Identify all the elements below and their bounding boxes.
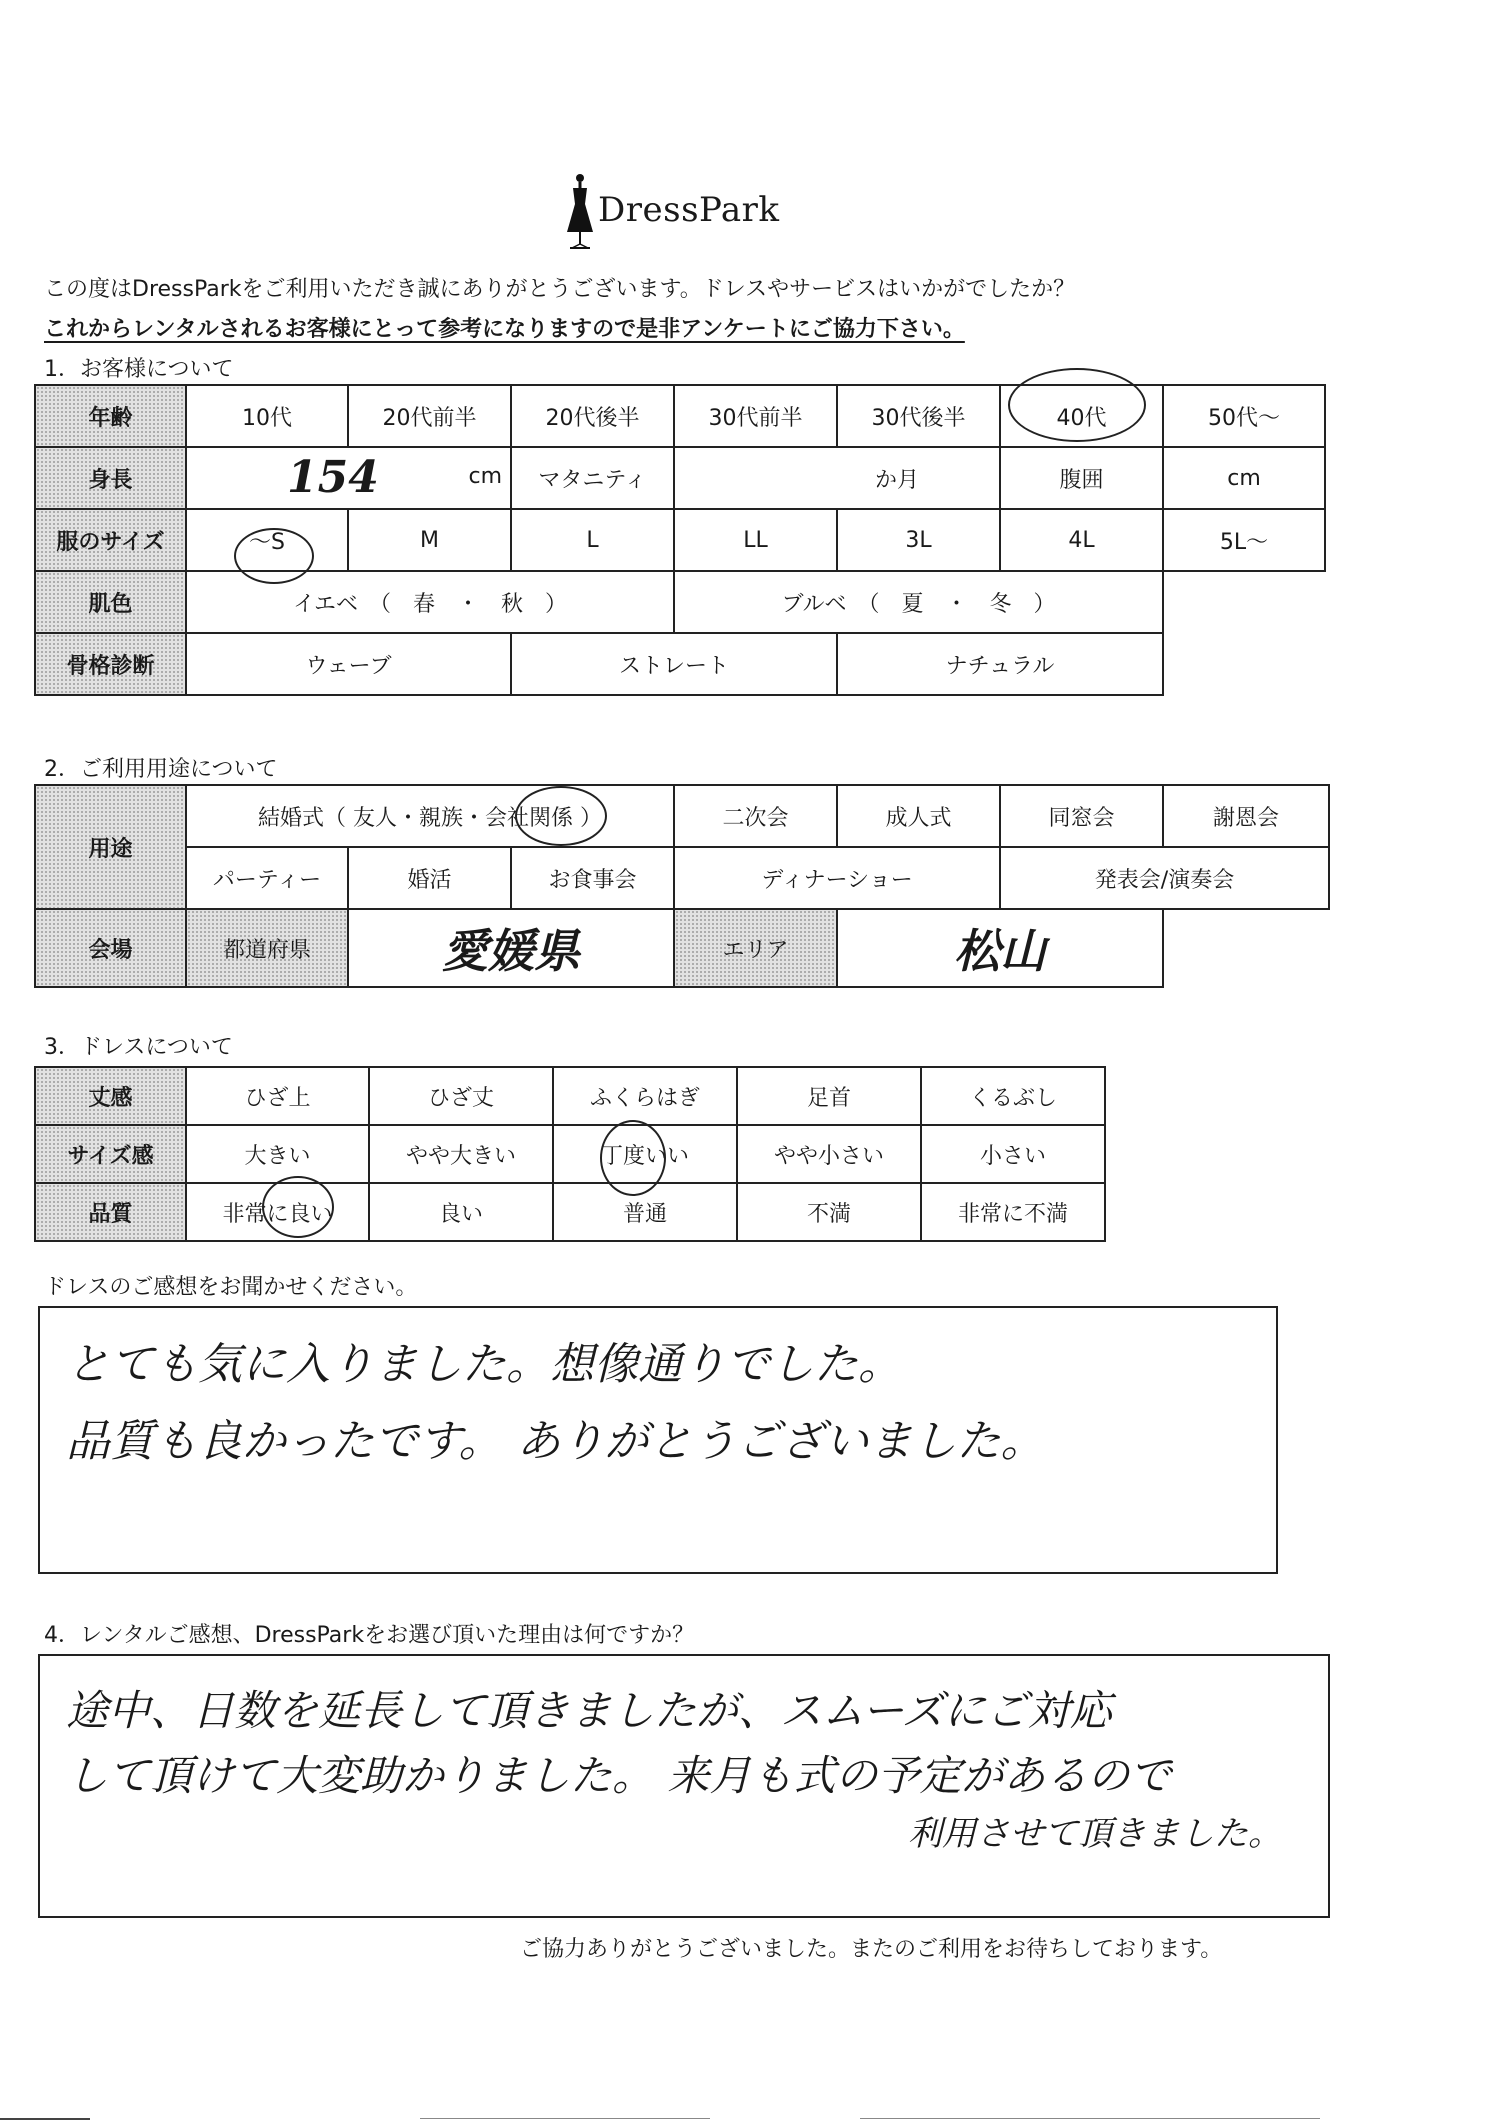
size-row bbox=[35, 509, 1325, 571]
height-row bbox=[35, 447, 1325, 509]
height-value: 154 bbox=[287, 452, 379, 503]
maternity-months[interactable]: か月 bbox=[674, 447, 1000, 509]
venue-empty bbox=[1163, 909, 1329, 987]
length-calf[interactable]: ふくらはぎ bbox=[553, 1067, 737, 1125]
scan-edge-mark bbox=[420, 2118, 710, 2119]
purpose-recital[interactable]: 発表会/演奏会 bbox=[1000, 847, 1329, 909]
size-option-4l[interactable]: 4L bbox=[1000, 509, 1163, 571]
length-anklebone[interactable]: くるぶし bbox=[921, 1067, 1105, 1125]
size-option-l[interactable]: L bbox=[511, 509, 674, 571]
venue-label: 会場 bbox=[35, 909, 186, 987]
size-option-ll[interactable]: LL bbox=[674, 509, 837, 571]
reason-line-2: して頂けて大変助かりました。 来月も式の予定があるので bbox=[66, 1751, 1172, 1801]
size-label: 服のサイズ bbox=[35, 509, 186, 571]
section1-title: 1．お客様について bbox=[44, 357, 234, 382]
scan-edge-mark bbox=[860, 2118, 1320, 2119]
section4-title: 4．レンタルご感想、DressParkをお選び頂いた理由は何ですか？ bbox=[44, 1623, 695, 1648]
prefecture-value[interactable]: 愛媛県 bbox=[348, 909, 674, 987]
impression-line-2: 品質も良かったです。 ありがとうございました。 bbox=[66, 1416, 1045, 1467]
purpose-wedding[interactable]: 結婚式（ 友人・親族・会社関係 ） bbox=[186, 785, 674, 847]
purpose-label: 用途 bbox=[35, 785, 186, 909]
purpose-row-1 bbox=[35, 785, 1329, 847]
purpose-row-2 bbox=[35, 847, 1329, 909]
fit-label: サイズ感 bbox=[35, 1125, 186, 1183]
quality-very-good[interactable]: 非常に良い bbox=[186, 1183, 369, 1241]
reason-answer-box[interactable] bbox=[38, 1654, 1330, 1918]
purpose-dinner-show[interactable]: ディナーショー bbox=[674, 847, 1000, 909]
section3-title: 3．ドレスについて bbox=[44, 1035, 233, 1060]
quality-row bbox=[35, 1183, 1105, 1241]
quality-good[interactable]: 良い bbox=[369, 1183, 553, 1241]
reason-line-1: 途中、日数を延長して頂きましたが、スムーズにご対応 bbox=[66, 1686, 1112, 1735]
area-value[interactable]: 松山 bbox=[837, 909, 1163, 987]
dresspark-logo bbox=[560, 172, 800, 252]
height-label: 身長 bbox=[35, 447, 186, 509]
area-label: エリア bbox=[674, 909, 837, 987]
fit-row bbox=[35, 1125, 1105, 1183]
skin-label: 肌色 bbox=[35, 571, 186, 633]
purpose-party[interactable]: パーティー bbox=[186, 847, 348, 909]
impression-line-1: とても気に入りました。想像通りでした。 bbox=[66, 1339, 902, 1390]
dress-mannequin-icon bbox=[560, 172, 600, 252]
age-option-late-20s[interactable]: 20代後半 bbox=[511, 385, 674, 447]
purpose-dinner[interactable]: お食事会 bbox=[511, 847, 674, 909]
purpose-after-party[interactable]: 二次会 bbox=[674, 785, 837, 847]
waist-unit[interactable]: cm bbox=[1163, 447, 1325, 509]
length-row bbox=[35, 1067, 1105, 1125]
age-option-10s[interactable]: 10代 bbox=[186, 385, 348, 447]
fit-just-right[interactable]: 丁度いい bbox=[553, 1125, 737, 1183]
quality-unsatisfied[interactable]: 不満 bbox=[737, 1183, 921, 1241]
frame-empty bbox=[1163, 633, 1325, 695]
height-unit: cm bbox=[468, 464, 502, 489]
fit-large[interactable]: 大きい bbox=[186, 1125, 369, 1183]
prefecture-label: 都道府県 bbox=[186, 909, 348, 987]
purpose-table bbox=[34, 784, 1330, 988]
reason-line-3: 利用させて頂きました。 bbox=[908, 1814, 1282, 1855]
fit-small[interactable]: 小さい bbox=[921, 1125, 1105, 1183]
length-knee[interactable]: ひざ丈 bbox=[369, 1067, 553, 1125]
fit-slightly-small[interactable]: やや小さい bbox=[737, 1125, 921, 1183]
quality-very-unsatisfied[interactable]: 非常に不満 bbox=[921, 1183, 1105, 1241]
scan-edge-mark bbox=[0, 2118, 90, 2120]
quality-label: 品質 bbox=[35, 1183, 186, 1241]
skin-yellow-base[interactable]: イエベ （ 春 ・ 秋 ） bbox=[186, 571, 674, 633]
impression-answer-box[interactable] bbox=[38, 1306, 1278, 1574]
venue-row bbox=[35, 909, 1329, 987]
size-option-s[interactable]: ～S bbox=[186, 509, 348, 571]
skin-blue-base[interactable]: ブルベ （ 夏 ・ 冬 ） bbox=[674, 571, 1163, 633]
footer-thanks: ご協力ありがとうございました。またのご利用をお待ちしております。 bbox=[520, 1937, 1223, 1962]
frame-option-wave[interactable]: ウェーブ bbox=[186, 633, 511, 695]
intro-line-2: これからレンタルされるお客様にとって参考になりますので是非アンケートにご協力下さい。 bbox=[44, 317, 965, 342]
age-option-40s[interactable]: 40代 bbox=[1000, 385, 1163, 447]
skin-row bbox=[35, 571, 1325, 633]
purpose-coming-of-age[interactable]: 成人式 bbox=[837, 785, 1000, 847]
purpose-reunion[interactable]: 同窓会 bbox=[1000, 785, 1163, 847]
maternity-label: マタニティ bbox=[511, 447, 674, 509]
frame-label: 骨格診断 bbox=[35, 633, 186, 695]
frame-option-straight[interactable]: ストレート bbox=[511, 633, 837, 695]
age-row bbox=[35, 385, 1325, 447]
skin-empty bbox=[1163, 571, 1325, 633]
customer-table bbox=[34, 384, 1326, 696]
size-option-3l[interactable]: 3L bbox=[837, 509, 1000, 571]
length-above-knee[interactable]: ひざ上 bbox=[186, 1067, 369, 1125]
length-ankle[interactable]: 足首 bbox=[737, 1067, 921, 1125]
section2-title: 2．ご利用用途について bbox=[44, 757, 278, 782]
age-label: 年齢 bbox=[35, 385, 186, 447]
frame-option-natural[interactable]: ナチュラル bbox=[837, 633, 1163, 695]
size-option-5l-plus[interactable]: 5L～ bbox=[1163, 509, 1325, 571]
height-cell[interactable] bbox=[186, 447, 511, 509]
age-option-early-20s[interactable]: 20代前半 bbox=[348, 385, 511, 447]
quality-average[interactable]: 普通 bbox=[553, 1183, 737, 1241]
purpose-konkatsu[interactable]: 婚活 bbox=[348, 847, 511, 909]
age-option-early-30s[interactable]: 30代前半 bbox=[674, 385, 837, 447]
dress-table bbox=[34, 1066, 1106, 1242]
fit-slightly-large[interactable]: やや大きい bbox=[369, 1125, 553, 1183]
waist-label: 腹囲 bbox=[1000, 447, 1163, 509]
age-option-50s-plus[interactable]: 50代～ bbox=[1163, 385, 1325, 447]
frame-row bbox=[35, 633, 1325, 695]
brand-name: DressPark bbox=[598, 190, 780, 230]
intro-line-1: この度はDressParkをご利用いただき誠にありがとうございます。ドレスやサービスはいかがでしたか？ bbox=[44, 277, 1076, 302]
impression-prompt: ドレスのご感想をお聞かせください。 bbox=[44, 1275, 418, 1300]
age-option-late-30s[interactable]: 30代後半 bbox=[837, 385, 1000, 447]
purpose-thank-you-party[interactable]: 謝恩会 bbox=[1163, 785, 1329, 847]
length-label: 丈感 bbox=[35, 1067, 186, 1125]
size-option-m[interactable]: M bbox=[348, 509, 511, 571]
